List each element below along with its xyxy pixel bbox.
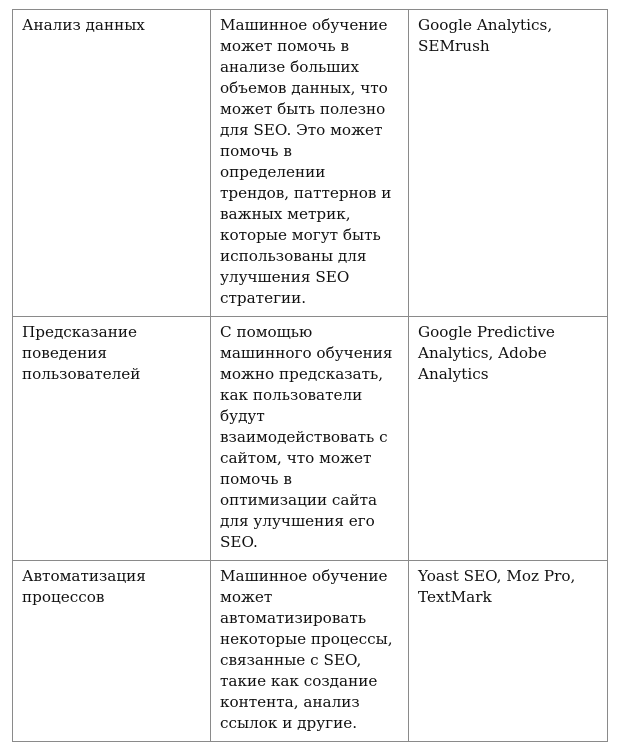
table-row [13,317,608,561]
description-cell: Машинное обучение может помочь в анализе больших объемов данных, что может быть полезно для SEO. Это может помочь в определении трендов, паттернов и важных метрик, которые могут быть использованы для улучшения SEO стратегии. [211,10,409,317]
topic-cell: Анализ данных [13,10,211,317]
table-row [13,10,608,317]
description-cell: Машинное обучение может автоматизировать некоторые процессы, связанные с SEO, такие как создание контента, анализ ссылок и другие. [211,561,409,742]
topic-cell: Автоматизация процессов [13,561,211,742]
description-cell: С помощью машинного обучения можно предсказать, как пользователи будут взаимодействовать с сайтом, что может помочь в оптимизации сайта для улучшения его SEO. [211,317,409,561]
seo-ml-table [12,9,608,742]
tools-cell: Google Predictive Analytics, Adobe Analytics [409,317,608,561]
tools-cell: Yoast SEO, Moz Pro, TextMark [409,561,608,742]
table-row [13,561,608,742]
tools-cell: Google Analytics, SEMrush [409,10,608,317]
topic-cell: Предсказание поведения пользователей [13,317,211,561]
